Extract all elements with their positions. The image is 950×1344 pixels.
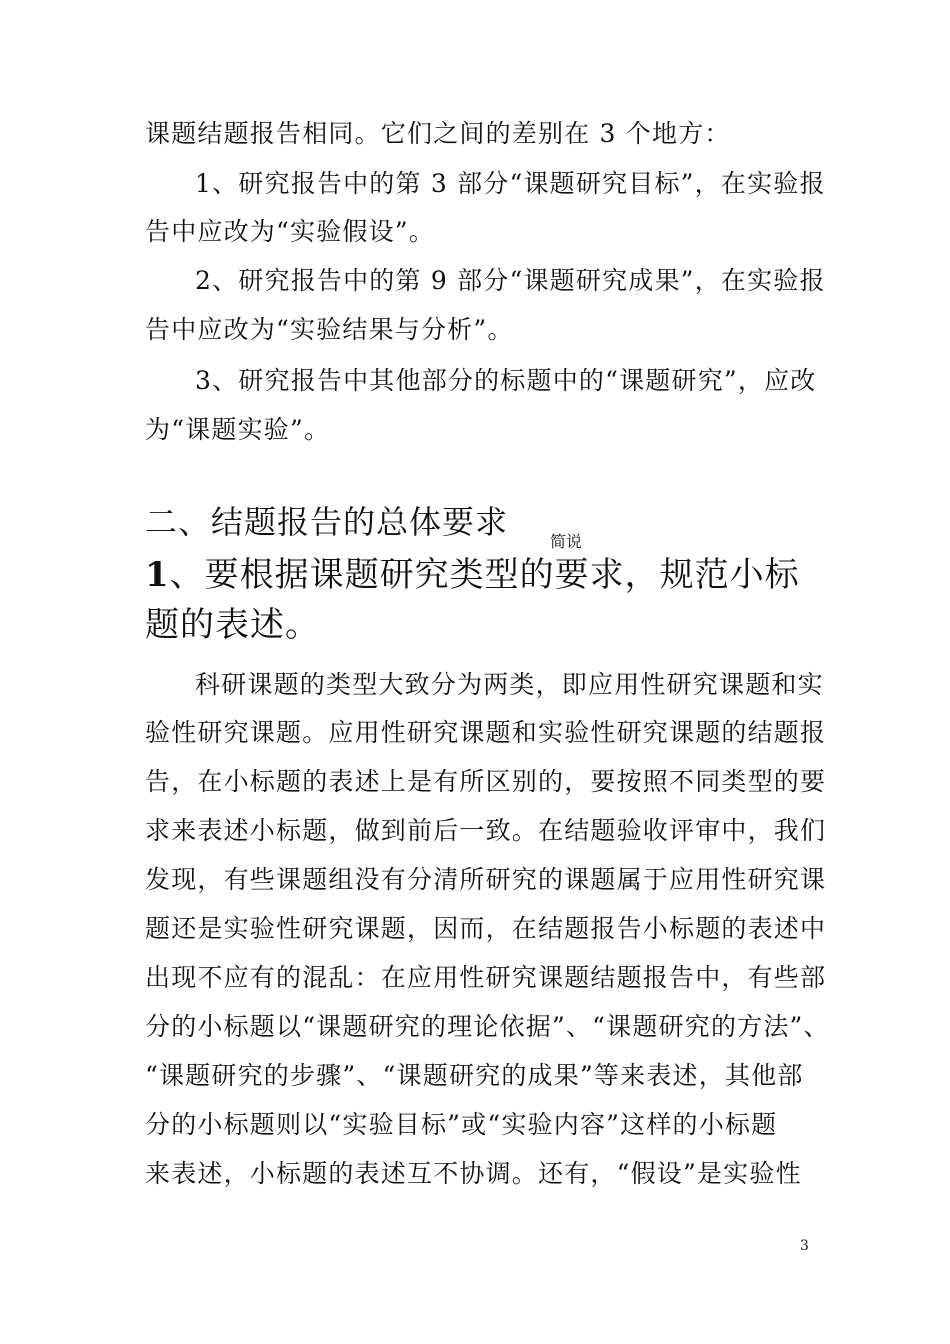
body-line: 出现不应有的混乱：在应用性研究课题结题报告中，有些部 <box>145 963 827 992</box>
body-line: 求来表述小标题，做到前后一致。在结题验收评审中，我们 <box>145 816 827 845</box>
body-line: 科研课题的类型大致分为两类，即应用性研究课题和实 <box>195 670 824 699</box>
section-title: 二、结题报告的总体要求 <box>145 503 509 541</box>
page-number: 3 <box>800 1238 809 1254</box>
subsection-title-line-1 <box>145 555 800 595</box>
list-item-1-line-1: 1、研究报告中的第 3 部分“课题研究目标”，在实验报 <box>195 169 826 198</box>
body-line: “课题研究的步骤”、“课题研究的成果”等来表述，其他部 <box>145 1061 804 1090</box>
subsection-title-line-2: 题的表述。 <box>145 605 320 645</box>
body-line: 来表述，小标题的表述互不协调。还有，“假设”是实验性 <box>145 1159 802 1188</box>
body-line: 验性研究课题。应用性研究课题和实验性研究课题的结题报 <box>145 718 827 747</box>
list-item-3-line-1: 3、研究报告中其他部分的标题中的“课题研究”，应改 <box>195 366 817 395</box>
body-line: 发现，有些课题组没有分清所研究的课题属于应用性研究课 <box>145 865 827 894</box>
list-item-3-line-2: 为“课题实验”。 <box>145 415 331 444</box>
subsection-number: 1 <box>145 555 170 595</box>
intro-line: 课题结题报告相同。它们之间的差别在 3 个地方： <box>145 119 731 148</box>
list-item-2-line-2: 告中应改为“实验结果与分析”。 <box>145 315 514 344</box>
body-line: 分的小标题以“课题研究的理论依据”、“课题研究的方法”、 <box>145 1012 830 1041</box>
body-line: 告，在小标题的表述上是有所区别的，要按照不同类型的要 <box>145 767 827 796</box>
annotation-note: 简说 <box>550 532 583 551</box>
subsection-title-text: 、要根据课题研究类型的要求，规范小标 <box>169 555 800 595</box>
list-item-1-line-2: 告中应改为“实验假设”。 <box>145 217 435 246</box>
body-line: 题还是实验性研究课题，因而，在结题报告小标题的表述中 <box>145 914 827 943</box>
list-item-2-line-1: 2、研究报告中的第 9 部分“课题研究成果”，在实验报 <box>195 266 826 295</box>
body-line: 分的小标题则以“实验目标”或“实验内容”这样的小标题 <box>145 1110 778 1139</box>
